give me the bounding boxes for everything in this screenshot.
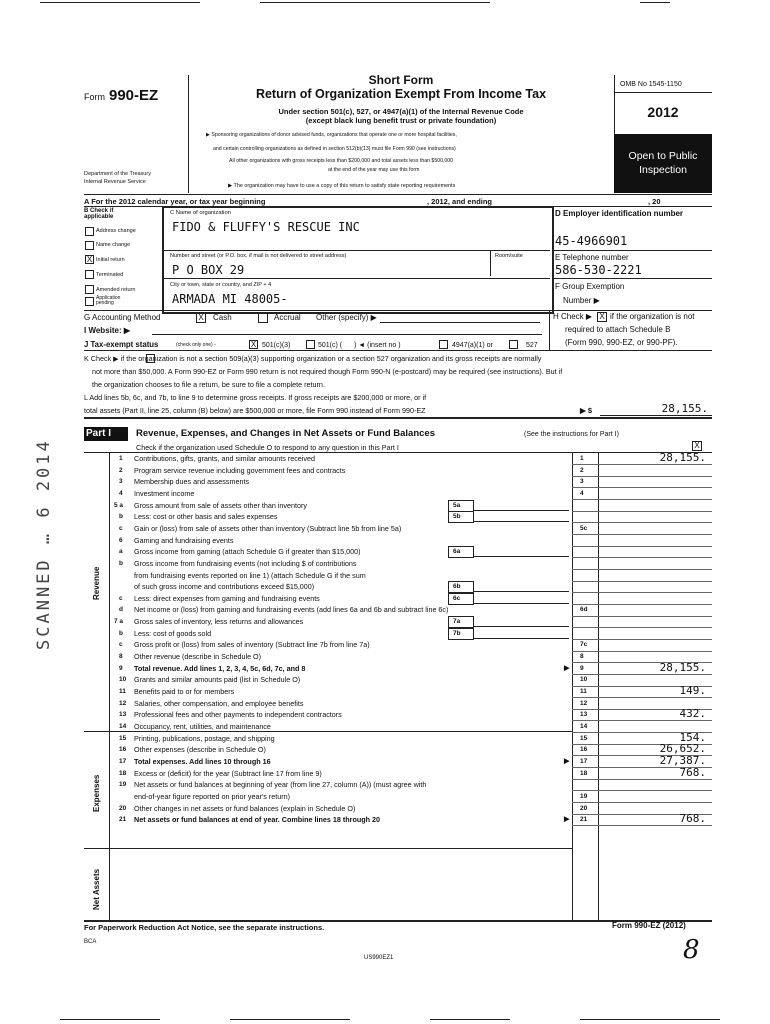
line-k-text-2: not more than $50,000. A Form 990-EZ or Form 990 return is not required though Form 990-N (e-postcard) may be required (see instructions). But if: [92, 367, 563, 376]
line-box-label: 11: [580, 688, 587, 695]
section-b-label: B Check if applicable: [84, 208, 114, 220]
street-label: Number and street (or P.O. box, if mail is not delivered to street address): [170, 253, 347, 259]
sub-amount-box[interactable]: [448, 581, 474, 593]
row-rule: [572, 674, 712, 675]
row-rule: [572, 616, 712, 617]
header-note: ▶ Sponsoring organizations of donor advised funds, organizations that operate one or more hospital facilities,: [206, 132, 457, 138]
line-description: Other revenue (describe in Schedule O): [134, 652, 262, 662]
line-k-checkbox[interactable]: [146, 354, 155, 363]
sub-amount-box[interactable]: [448, 500, 474, 512]
rule: [549, 310, 550, 350]
line-number: 7 a: [114, 618, 124, 626]
line-number: 13: [119, 711, 127, 719]
line-description: Program service revenue including government fees and contracts: [134, 465, 346, 475]
line-amount[interactable]: 432.: [679, 707, 706, 721]
row-rule: [572, 779, 712, 780]
other-method-label: Other (specify) ▶: [316, 313, 377, 322]
cash-checkbox[interactable]: X: [196, 313, 206, 323]
part-i-see: (See the instructions for Part I): [524, 431, 619, 438]
name-change-label: Name change: [96, 242, 131, 248]
line-box-label: 16: [580, 746, 588, 754]
line-k-text: K Check ▶ if the organization is not a section 509(a)(3) supporting organization or a section 527 organization and its gross receipts are normally: [84, 354, 542, 363]
row-rule: [572, 487, 712, 488]
sub-amount-field[interactable]: [473, 510, 569, 511]
line-a-mid: , 2012, and ending: [427, 197, 493, 206]
ein-label: D Employer identification number: [555, 209, 684, 218]
line-box-label: 9: [580, 664, 584, 672]
line-number: c: [119, 641, 123, 649]
4947-label: 4947(a)(1) or: [452, 342, 493, 349]
line-box-label: 4: [580, 489, 584, 497]
total-arrow: ▶: [564, 664, 570, 672]
line-number: 20: [119, 804, 127, 812]
line-number: 10: [119, 676, 127, 684]
part-i-tag: Part I: [86, 428, 112, 439]
501c3-label: 501(c)(3): [262, 342, 291, 349]
row-rule: [572, 697, 712, 698]
line-l-arrow: ▶ $: [580, 406, 593, 415]
row-rule: [572, 476, 712, 477]
line-box-label: 8: [580, 653, 584, 661]
line-h-check: H Check ▶: [553, 312, 593, 321]
line-amount[interactable]: 26,652.: [659, 742, 706, 756]
cash-label: Cash: [213, 313, 232, 322]
terminated-checkbox[interactable]: [85, 270, 94, 279]
phone-label: E Telephone number: [555, 253, 629, 262]
line-box-label: 14: [580, 722, 588, 730]
line-amount[interactable]: 27,387.: [659, 753, 706, 767]
rule: [164, 278, 550, 279]
line-box-label: 17: [580, 757, 588, 765]
line-h-text-2: required to attach Schedule B: [565, 325, 671, 334]
line-number: b: [119, 559, 123, 567]
form-title-short: Short Form: [368, 73, 434, 87]
row-rule: [572, 557, 712, 558]
line-l-text: L Add lines 5b, 6c, and 7b, to line 9 to determine gross receipts. If gross receipts are $200,000 or more, or if: [84, 393, 427, 402]
line-number: 4: [119, 489, 123, 497]
scan-line: [430, 1019, 510, 1020]
sub-amount-box[interactable]: [448, 593, 474, 605]
line-amount[interactable]: 28,155.: [659, 451, 706, 464]
row-rule: [572, 627, 712, 628]
line-number: 21: [119, 816, 127, 824]
sub-amount-field[interactable]: [473, 626, 569, 627]
row-rule: [572, 569, 712, 570]
rule: [552, 278, 712, 279]
org-name: FIDO & FLUFFY'S RESCUE INC: [172, 220, 360, 234]
line-number: 12: [119, 699, 127, 707]
rule: [600, 415, 712, 416]
501c-label: 501(c) (: [318, 342, 343, 349]
line-box-label: 19: [580, 792, 588, 800]
row-rule: [572, 651, 712, 652]
group-exemption-label: F Group Exemption: [555, 282, 625, 291]
sub-line-label: 6c: [453, 594, 461, 602]
org-name-label: C Name of organization: [170, 210, 231, 216]
tax-exempt-label: J Tax-exempt status: [84, 340, 159, 349]
city-label: City or town, state or country, and ZIP + 4: [170, 282, 272, 288]
other-method-field[interactable]: [380, 322, 540, 323]
4947-checkbox[interactable]: [439, 340, 448, 349]
line-description: Investment income: [134, 488, 195, 498]
website-field[interactable]: [152, 334, 542, 335]
line-description: Occupancy, rent, utilities, and maintenance: [134, 721, 271, 731]
sub-amount-box[interactable]: [448, 546, 474, 558]
line-number: b: [119, 513, 123, 521]
line-number: a: [119, 548, 123, 556]
sub-amount-box[interactable]: [448, 616, 474, 628]
rule: [84, 848, 572, 849]
accrual-checkbox[interactable]: [258, 313, 268, 323]
line-box-label: 13: [580, 711, 588, 719]
room-divider: [490, 250, 491, 276]
line-description: Membership dues and assessments: [134, 477, 250, 487]
scan-line: [260, 2, 490, 3]
line-description: Other changes in net assets or fund balances (explain in Schedule O): [134, 803, 356, 813]
city-state-zip: ARMADA MI 48005-: [172, 292, 288, 306]
sub-line-label: 7b: [453, 629, 461, 637]
501c-checkbox[interactable]: [306, 340, 315, 349]
form-number: 990-EZ: [109, 87, 159, 104]
line-description: Total revenue. Add lines 1, 2, 3, 4, 5c, 6d, 7c, and 8: [134, 663, 306, 673]
line-number: 3: [119, 478, 123, 486]
line-number: 18: [119, 769, 127, 777]
scanned-stamp: SCANNED … 6 2014: [34, 438, 54, 650]
inspection: Inspection: [639, 164, 687, 176]
page-mark: 8: [683, 935, 700, 965]
amended-return-checkbox[interactable]: [85, 285, 94, 294]
line-a-end: , 20: [648, 197, 661, 206]
line-description: Total expenses. Add lines 10 through 16: [134, 756, 271, 766]
line-box-label: 2: [580, 466, 584, 474]
accounting-method-label: G Accounting Method: [84, 313, 161, 322]
line-description: Gross sales of inventory, less returns and allowances: [134, 617, 304, 627]
sub-amount-field[interactable]: [473, 591, 569, 592]
form-subtitle: Under section 501(c), 527, or 4947(a)(1) of the Internal Revenue Code: [278, 107, 524, 116]
row-rule: [572, 546, 712, 547]
revenue-band: Revenue: [92, 566, 101, 600]
sub-line-label: 6a: [453, 548, 461, 556]
line-h-text-3: (Form 990, 990-EZ, or 990-PF).: [565, 338, 678, 347]
line-number: 9: [119, 664, 123, 672]
line-description: Professional fees and other payments to independent contractors: [134, 710, 342, 720]
line-description: Net assets or fund balances at end of year. Combine lines 18 through 20: [134, 815, 381, 825]
rule: [84, 194, 712, 195]
scan-line: [230, 1019, 350, 1020]
address-change-checkbox[interactable]: [85, 227, 94, 236]
form-reference: Form 990-EZ (2012): [612, 921, 686, 930]
line-description: Gaming and fundraising events: [134, 535, 234, 545]
form-code: US990EZ1: [364, 955, 394, 961]
tax-year: 2012: [647, 104, 679, 120]
row-rule: [572, 790, 712, 791]
irs-label: Internal Revenue Service: [84, 179, 146, 185]
amended-return-label: Amended return: [96, 287, 136, 293]
line-description: Gross profit or (loss) from sales of inventory (Subtract line 7b from line 7a): [134, 640, 370, 650]
line-amount[interactable]: 768.: [679, 765, 706, 779]
line-description: end-of-year figure reported on prior year's return): [134, 791, 290, 801]
initial-return-label: Initial return: [96, 257, 125, 263]
expenses-band: Expenses: [92, 774, 101, 812]
scan-line: [580, 1019, 720, 1020]
line-description: Less: cost or other basis and sales expenses: [134, 512, 278, 522]
line-a-label: A For the 2012 calendar year, or tax year beginning: [84, 197, 266, 206]
line-number: 5 a: [114, 501, 124, 509]
line-h-text: if the organization is not: [610, 312, 695, 321]
street-address: P O BOX 29: [172, 263, 245, 277]
rule: [164, 250, 550, 251]
row-rule: [572, 720, 712, 721]
rule: [84, 731, 572, 732]
name-change-checkbox[interactable]: [85, 241, 94, 250]
row-rule: [572, 511, 712, 512]
form-title: Return of Organization Exempt From Income Tax: [255, 87, 547, 101]
line-box-label: 15: [580, 734, 588, 742]
room-suite-label: Room/suite: [495, 253, 523, 259]
line-number: 11: [119, 688, 126, 695]
sub-amount-box[interactable]: [448, 628, 474, 640]
net-assets-band: Net Assets: [92, 868, 101, 910]
row-rule: [572, 464, 712, 465]
line-amount[interactable]: 28,155.: [659, 660, 706, 674]
scan-line: [640, 2, 670, 3]
line-number: 14: [119, 722, 127, 730]
line-number: 2: [119, 466, 123, 474]
line-l-text-2: total assets (Part II, line 25, column (B) below) are $500,000 or more, file Form 990 instead of Form 990-EZ: [84, 406, 426, 415]
row-rule: [572, 581, 712, 582]
sub-amount-field[interactable]: [473, 521, 569, 522]
line-box-label: 3: [580, 478, 584, 486]
row-rule: [572, 522, 712, 523]
sub-line-label: 5a: [453, 501, 461, 509]
sub-line-label: 5b: [453, 513, 461, 521]
total-arrow: ▶: [564, 757, 570, 765]
group-exemption-number-label: Number ▶: [563, 296, 600, 305]
line-description: Other expenses (describe in Schedule O): [134, 745, 266, 755]
527-label: 527: [526, 342, 538, 349]
line-amount[interactable]: 149.: [679, 684, 706, 697]
line-description: Less: direct expenses from gaming and fundraising events: [134, 593, 320, 603]
header-note: All other organizations with gross receipts less than $200,000 and total assets less than $500,000: [229, 158, 454, 164]
line-number: 1: [119, 455, 123, 462]
open-to-public: Open to Public: [628, 150, 698, 162]
phone-value: 586-530-2221: [555, 263, 642, 277]
line-description: Benefits paid to or for members: [134, 687, 235, 696]
row-rule: [572, 802, 712, 803]
line-box-label: 5c: [580, 524, 588, 532]
header-note: and certain controlling organizations as defined in section 512(b)(13) must file Form 990 (see instructions): [213, 146, 456, 152]
rule: [84, 417, 712, 419]
line-description: Gross amount from sale of assets other than inventory: [134, 500, 307, 510]
application-pending-checkbox[interactable]: [85, 297, 94, 306]
band-divider: [109, 452, 110, 920]
omb-number: OMB No 1545-1150: [620, 81, 682, 88]
line-box-label: 10: [580, 676, 588, 684]
line-box-label: 12: [580, 699, 588, 707]
header-note: ▶ The organization may have to use a copy of this return to satisfy state reporting requirements: [228, 183, 456, 189]
insert-no-label: ) ◄ (insert no ): [354, 342, 401, 349]
line-description: Printing, publications, postage, and shipping: [134, 733, 275, 743]
line-box-label: 6d: [580, 606, 588, 614]
line-description: Grants and similar amounts paid (list in Schedule O): [134, 675, 301, 685]
part-i-title: Revenue, Expenses, and Changes in Net Assets or Fund Balances: [136, 428, 435, 439]
schedule-o-check: Check if the organization used Schedule O to respond to any question in this Part I: [136, 443, 399, 452]
line-description: Gain or (loss) from sale of assets other than inventory (Subtract line 5b from line 5a): [134, 523, 402, 533]
line-description: of such gross income and contributions exceed $15,000): [134, 582, 315, 592]
schedule-o-checkbox[interactable]: X: [692, 441, 702, 451]
line-number: 16: [119, 746, 127, 754]
address-change-label: Address change: [96, 228, 136, 234]
line-number: 17: [119, 757, 127, 765]
527-checkbox[interactable]: [509, 340, 518, 349]
line-description: from fundraising events reported on line 1) (attach Schedule G if the sum: [134, 570, 366, 580]
line-description: Net assets or fund balances at beginning of year (from line 27, column (A)) (must agree with: [134, 780, 427, 790]
rule: [552, 250, 712, 251]
row-rule: [572, 639, 712, 640]
row-rule: [572, 534, 712, 535]
sub-amount-field[interactable]: [473, 556, 569, 557]
tax-exempt-small: (check only one) -: [176, 342, 216, 348]
omb-divider: [614, 92, 712, 93]
rule: [84, 350, 712, 351]
bca-label: BCA: [84, 939, 97, 945]
accrual-label: Accrual: [274, 313, 301, 322]
line-number: c: [119, 524, 123, 532]
sub-amount-box[interactable]: [448, 511, 474, 523]
sub-amount-field[interactable]: [473, 603, 569, 604]
scan-line: [40, 2, 200, 3]
line-description: Gross income from gaming (attach Schedule G if greater than $15,000): [134, 547, 361, 557]
line-description: Net income or (loss) from gaming and fundraising events (add lines 6a and 6b and subtract line 6c): [134, 605, 449, 615]
line-number: 8: [119, 653, 123, 661]
initial-return-checkbox[interactable]: X: [86, 255, 93, 264]
line-description: Gross income from fundraising events (not including $ of contributions: [134, 558, 357, 568]
line-k-text-3: the organization chooses to file a return, be sure to file a complete return.: [92, 380, 325, 389]
website-label: I Website: ▶: [84, 326, 131, 335]
line-amount[interactable]: 154.: [679, 730, 706, 744]
row-rule: [572, 825, 712, 826]
row-rule: [572, 592, 712, 593]
line-number: 6: [119, 536, 123, 544]
line-box-label: 7c: [580, 641, 588, 649]
sub-amount-field[interactable]: [473, 638, 569, 639]
total-arrow: ▶: [564, 816, 570, 824]
ein-value: 45-4966901: [555, 234, 628, 248]
row-rule: [572, 499, 712, 500]
line-number: 19: [119, 781, 127, 789]
line-description: Excess or (deficit) for the year (Subtract line 17 from line 9): [134, 768, 322, 778]
sub-line-label: 7a: [453, 618, 461, 626]
schedule-b-checkbox[interactable]: X: [597, 312, 607, 322]
row-rule: [572, 604, 712, 605]
line-number: c: [119, 594, 123, 602]
line-description: Less: cost of goods sold: [134, 628, 212, 638]
gross-receipts-amount: 28,155.: [661, 402, 708, 415]
line-box-label: 21: [580, 816, 588, 824]
header-note: at the end of the year may use this form: [328, 167, 420, 173]
line-number: d: [119, 606, 123, 614]
form-label: Form: [84, 92, 105, 102]
line-box-label: 18: [580, 769, 588, 777]
line-description: Contributions, gifts, grants, and similar amounts received: [134, 454, 315, 463]
scan-line: [60, 1019, 160, 1020]
dept-treasury: Department of the Treasury: [84, 171, 151, 177]
form-subtitle-2: (except black lung benefit trust or private foundation): [305, 116, 497, 125]
paperwork-notice: For Paperwork Reduction Act Notice, see the separate instructions.: [84, 923, 325, 932]
line-box-label: 1: [580, 455, 584, 462]
terminated-label: Terminated: [96, 272, 124, 278]
sub-line-label: 6b: [453, 583, 461, 591]
line-description: Salaries, other compensation, and employee benefits: [134, 698, 304, 708]
rule: [84, 310, 712, 311]
application-pending-label: Application pending: [96, 295, 121, 306]
line-number: 15: [119, 734, 127, 742]
line-number: b: [119, 629, 123, 637]
line-amount[interactable]: 768.: [679, 812, 706, 826]
line-box-label: 20: [580, 804, 588, 812]
501c3-checkbox[interactable]: X: [250, 340, 257, 349]
